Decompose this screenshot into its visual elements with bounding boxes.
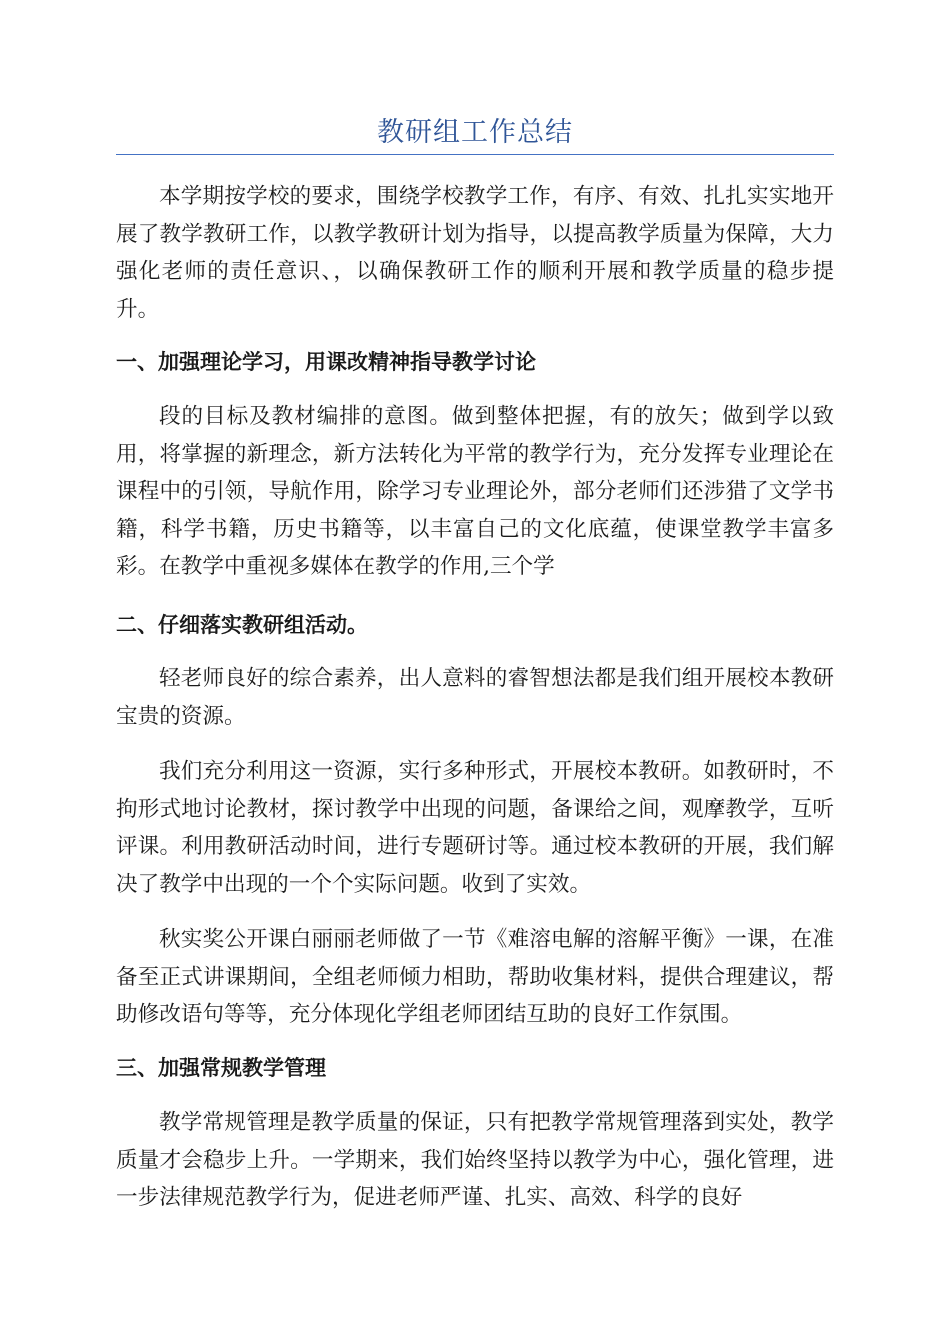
title-underline [116, 154, 834, 155]
section-1-heading: 一、加强理论学习，用课改精神指导教学讨论 [116, 350, 536, 374]
section-2-heading: 二、仔细落实教研组活动。 [116, 613, 368, 637]
section-2-paragraph-2: 我们充分利用这一资源，实行多种形式，开展校本教研。如教研时，不拘形式地讨论教材，探讨教学中出现的问题，备课给之间，观摩教学，互听评课。利用教研活动时间，进行专题研讨等。通过校本教研的开展，我们解决了教学中出现的一个个实际问题。收到了实效。 [116, 759, 834, 897]
intro-paragraph: 本学期按学校的要求，围绕学校教学工作，有序、有效、扎扎实实地开展了教学教研工作，以教学教研计划为指导，以提高教学质量为保障，大力强化老师的责任意识、，以确保教研工作的顺利开展和教学质量的稳步提升。 [116, 184, 834, 322]
section-2-paragraph-1: 轻老师良好的综合素养，出人意料的睿智想法都是我们组开展校本教研宝贵的资源。 [116, 666, 834, 729]
section-2-paragraph-3: 秋实奖公开课白丽丽老师做了一节《难溶电解的溶解平衡》一课，在准备至正式讲课期间，全组老师倾力相助，帮助收集材料，提供合理建议，帮助修改语句等等，充分体现化学组老师团结互助的良好工作氛围。 [116, 927, 834, 1027]
document-title: 教研组工作总结 [377, 117, 573, 148]
section-3-paragraph: 教学常规管理是教学质量的保证，只有把教学常规管理落到实处，教学质量才会稳步上升。一学期来，我们始终坚持以教学为中心，强化管理，进一步法律规范教学行为，促进老师严谨、扎实、高效、科学的良好 [116, 1110, 834, 1210]
section-3-heading: 三、加强常规教学管理 [116, 1056, 326, 1080]
section-1-paragraph: 段的目标及教材编排的意图。做到整体把握，有的放矢；做到学以致用，将掌握的新理念，新方法转化为平常的教学行为，充分发挥专业理论在课程中的引领，导航作用，除学习专业理论外，部分老师们还涉猎了文学书籍，科学书籍，历史书籍等，以丰富自己的文化底蕴，使课堂教学丰富多彩。在教学中重视多媒体在教学的作用,三个学 [116, 404, 834, 579]
